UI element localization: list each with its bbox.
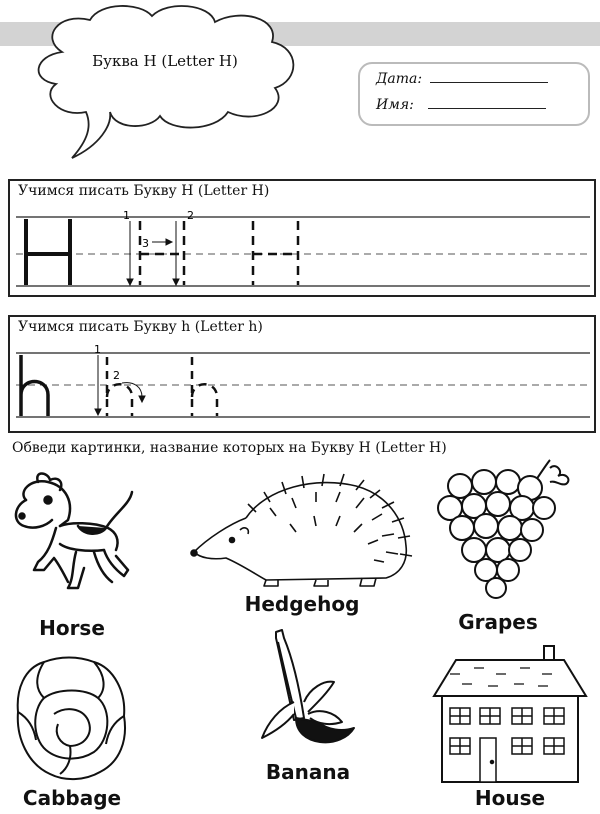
stroke-number-2: 2: [187, 209, 194, 222]
uppercase-panel-title: Учимся писать Букву H (Letter H): [18, 183, 270, 199]
horse-icon[interactable]: [8, 470, 138, 620]
lowercase-stroke-number-2: 2: [113, 369, 120, 382]
grapes-icon[interactable]: [432, 458, 592, 608]
stroke-number-1: 1: [123, 209, 130, 222]
lowercase-tracing-lines[interactable]: [10, 317, 594, 431]
speech-cloud-icon: [0, 0, 330, 165]
uppercase-tracing-lines[interactable]: [10, 181, 594, 295]
date-field[interactable]: [430, 70, 548, 83]
dashed-uppercase-h: [253, 221, 298, 285]
lowercase-stroke-number-1: 1: [94, 343, 101, 356]
instruction-text: Обведи картинки, название которых на Букву H (Letter H): [12, 440, 447, 456]
picture-label-horse: Horse: [39, 616, 105, 640]
hedgehog-icon[interactable]: [186, 468, 416, 593]
picture-label-cabbage: Cabbage: [22, 786, 122, 810]
name-field[interactable]: [428, 96, 546, 109]
dashed-lowercase-h: [192, 357, 217, 416]
uppercase-practice-panel: [8, 179, 596, 297]
date-label: Дата:: [376, 71, 423, 87]
worksheet-title: Буква H (Letter H): [92, 52, 238, 70]
name-row: [376, 96, 546, 113]
banana-icon[interactable]: [238, 628, 368, 758]
lowercase-panel-title: Учимся писать Букву h (Letter h): [18, 319, 263, 335]
stroke-number-3: 3: [142, 237, 149, 250]
name-label: Имя:: [376, 97, 414, 113]
cabbage-icon[interactable]: [14, 654, 129, 784]
house-icon[interactable]: [430, 644, 590, 786]
info-box: [358, 62, 590, 126]
picture-label-hedgehog: Hedgehog: [244, 592, 360, 616]
date-row: [376, 70, 548, 87]
lowercase-practice-panel: [8, 315, 596, 433]
picture-label-banana: Banana: [265, 760, 351, 784]
solid-uppercase-h: [26, 219, 70, 285]
dashed-uppercase-h-guided: [140, 221, 184, 285]
picture-label-grapes: Grapes: [458, 610, 538, 634]
dashed-lowercase-h-guided: [107, 357, 132, 416]
picture-label-house: House: [474, 786, 546, 810]
